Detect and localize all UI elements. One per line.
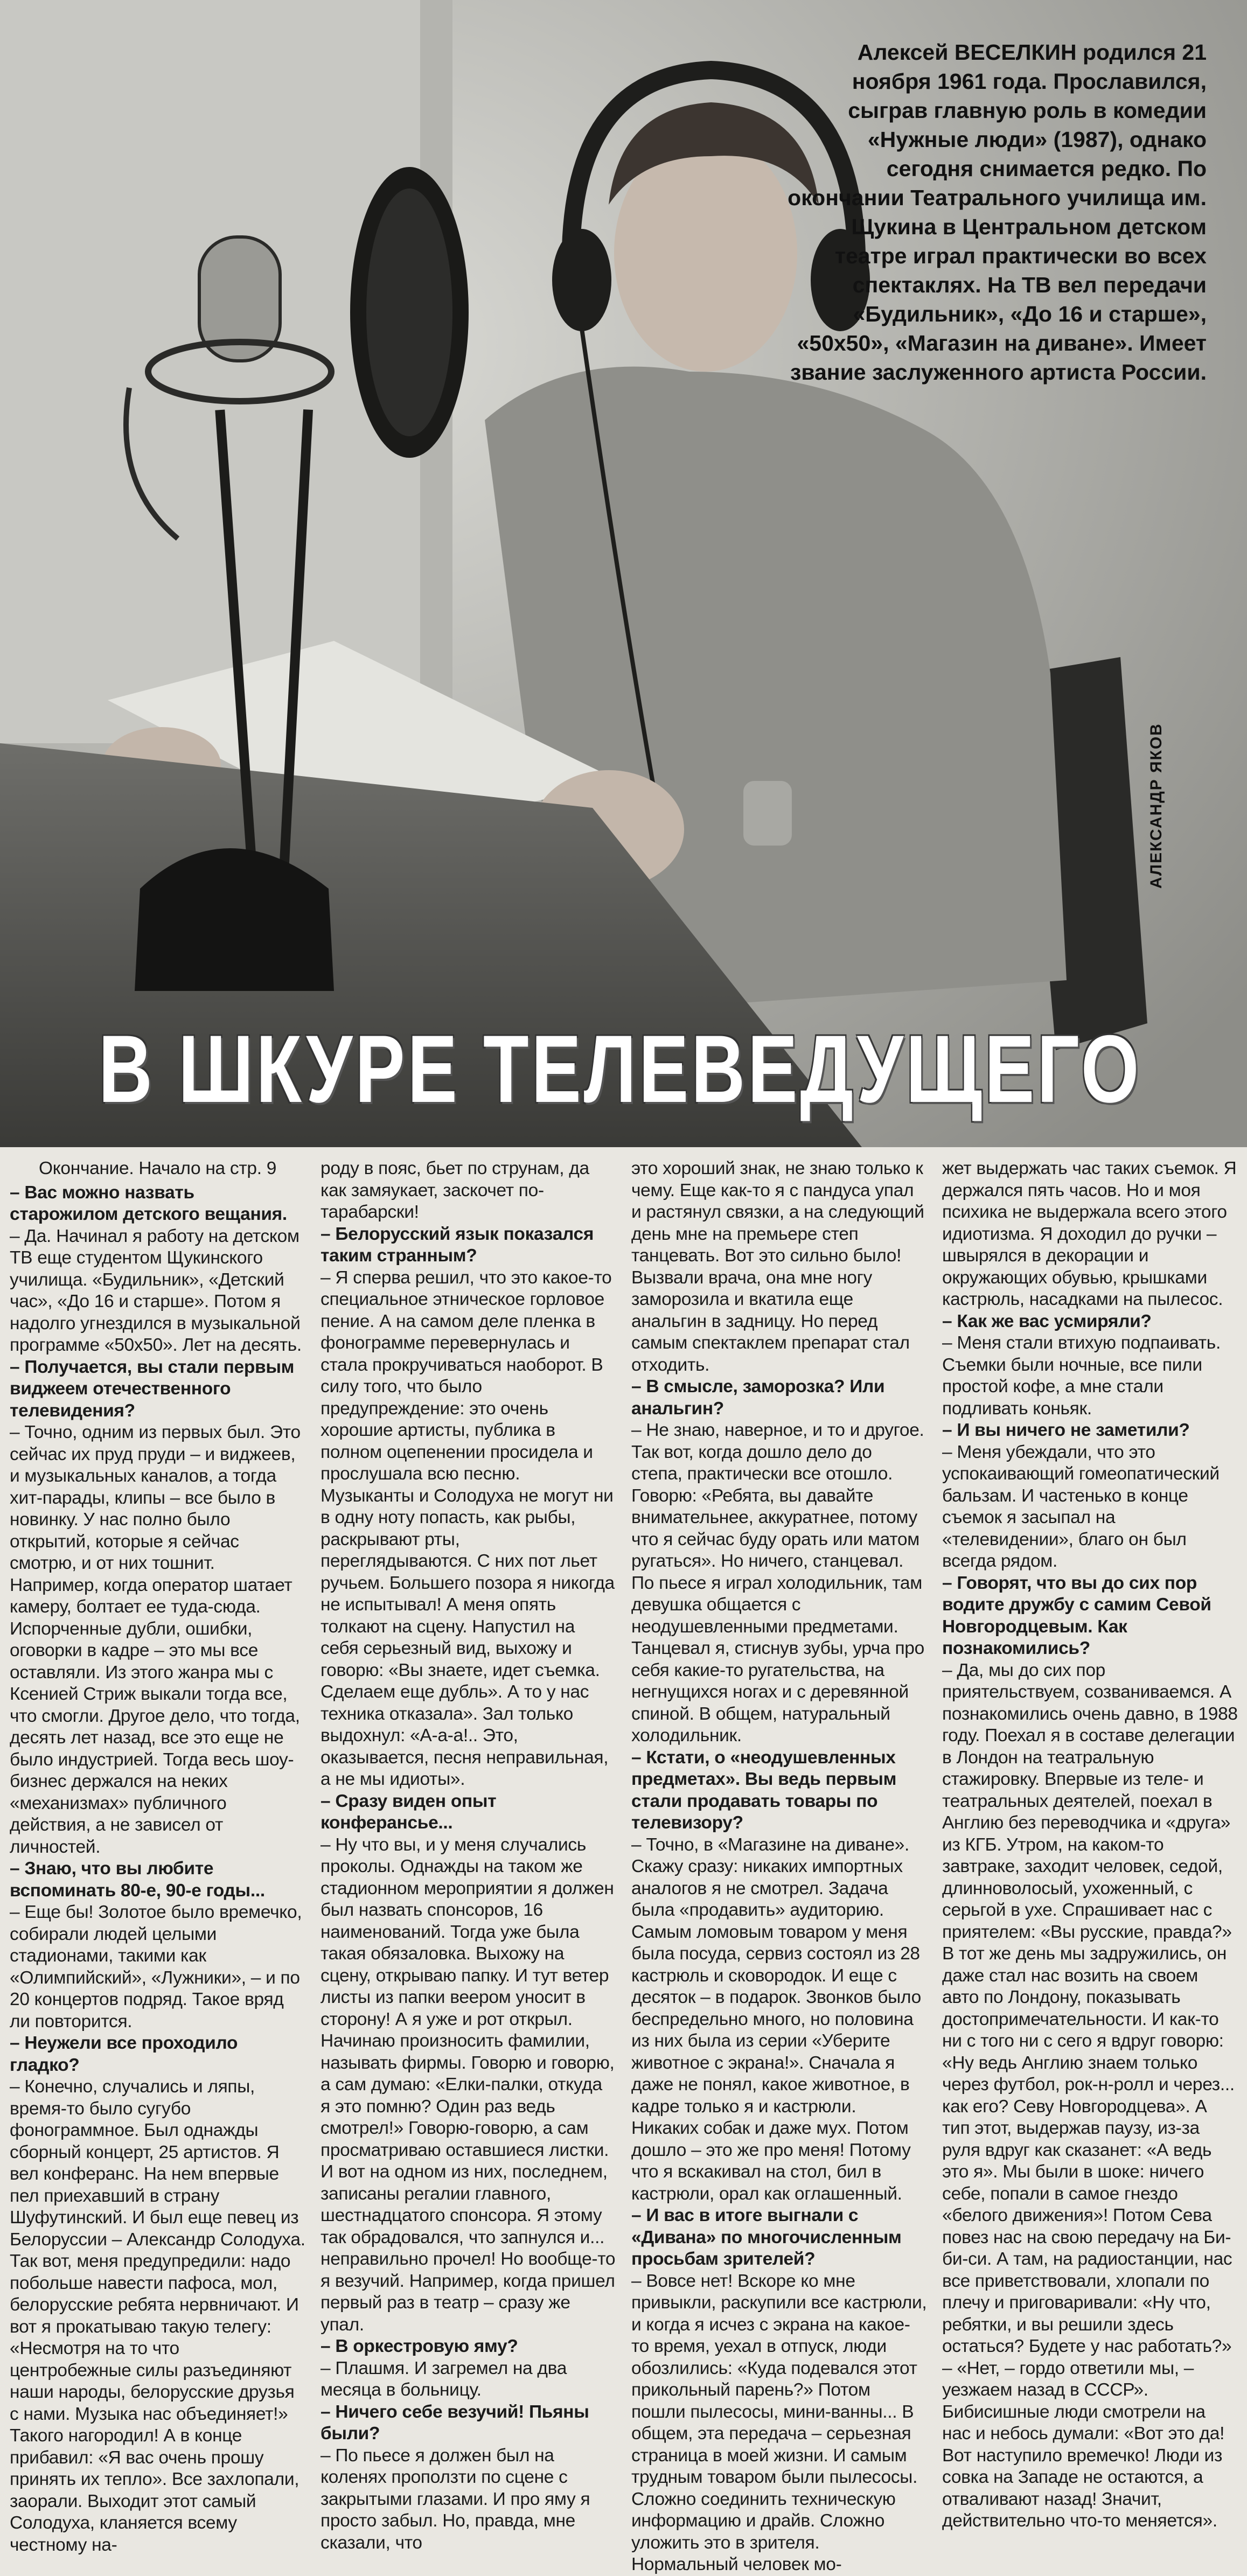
interview-answer: – Я сперва решил, что это какое-то специальное этническое горловое пение. А на самом деле пленка в фонограмме перевернулась и стала прокручиваться наоборот. В силу того, что было предупреждение: это очень хорошие артисты, публика в полном оцепенении просидела и прослушала всю песню. Музыканты и Солодуха не могут ни в одну ноту попасть, как рыбы, раскрывают рты, переглядываются. С них пот льет ручьем. Большего позора я никогда не испытывал! А меня опять толкают на сцену. Напустил на себя серьезный вид, выхожу и говорю: «Вы знаете, идет съемка. Сделаем еще дубль». А то у нас техника отказала». Зал только выдохнул: «А-а-а!.. Это, оказывается, песня неправильная, а не мы идиоты». bbox=[321, 1267, 615, 1789]
interview-answer: – Конечно, случались и ляпы, время-то было сугубо фонограммное. Был однажды сборный концерт, 25 артистов. Я вел конферанс. На нем впервые пел приехавший в страну Шуфутинский. И был еще певец из Белоруссии – Александр Солодуха. Так вот, меня предупредили: надо побольше навести пафоса, мол, белорусские ребята нервничают. И вот я прокатываю такую телегу: «Несмотря на то что центробежные силы разъединяют наши народы, белорусские друзья с нами. Музыка нас объединяет!» Такого нагородил! А в конце прибавил: «Я вас очень прошу принять их тепло». Все захлопали, заорали. Выходит этот самый Солодуха, кланяется всему честному на- bbox=[10, 2077, 305, 2555]
article-column-2 bbox=[321, 1158, 616, 2553]
article-column-3 bbox=[631, 1158, 927, 2574]
interview-answer: – Плашмя. И загремел на два месяца в больницу. bbox=[321, 2358, 567, 2400]
interview-answer: – Меня стали втихую подпаивать. Съемки были ночные, все пили простой кофе, а мне стали подливать коньяк. bbox=[942, 1333, 1221, 1419]
interview-question: – Как же вас усмиряли? bbox=[942, 1311, 1152, 1331]
interview-answer: – Да. Начинал я работу на детском ТВ еще студентом Щукинского училища. «Будильник», «Детский час», «До 16 и старше». Потом я надолго угнездился в музыкальной программе «50х50». Лет на десять. bbox=[10, 1226, 302, 1355]
interview-question: – Сразу виден опыт конферансье... bbox=[321, 1791, 497, 1833]
interview-question: – И вы ничего не заметили? bbox=[942, 1420, 1190, 1440]
photo-credit: АЛЕКСАНДР ЯКОВ bbox=[1147, 723, 1165, 889]
article-column-4 bbox=[942, 1158, 1238, 2531]
article-column-1 bbox=[10, 1158, 305, 2555]
interview-question: – Неужели все проходило гладко? bbox=[10, 2033, 238, 2075]
article-body bbox=[10, 1158, 1238, 2574]
interview-question: – В оркестровую яму? bbox=[321, 2336, 518, 2356]
interview-answer: – Да, мы до сих пор приятельствуем, созваниваемся. А познакомились очень давно, в 1988 году. Поехал я в составе делегации в Лондон на театральную стажировку. Впервые из теле- и театральных деятелей, поехал в Англию без переводчика и «друга» из КГБ. Утром, на каком-то завтраке, заходит человек, седой, длинноволосый, ухоженный, с серьгой в ухе. Спрашивает нас с приятелем: «Вы русские, правда?» В тот же день мы задружились, он даже стал нас возить на своем авто по Лондону, показывать достопримечательности. И как-то ни с того ни с сего я вдруг говорю: «Ну ведь Англию знаем только через футбол, рок-н-ролл и через... как его? Севу Новгородцева». А тип этот, выдержав паузу, из-за руля вдруг как сказанет: «А ведь это я». Мы были в шоке: ничего себе, попали в самое гнездо «белого движения»! Потом Сева повез нас на свою передачу на Би-би-си. А там, на радиостанции, нас все приветствовали, хлопали по плечу и приговаривали: «Ну что, ребятки, и вы решили здесь остаться? Будете у нас работать?» – «Нет, – гордо ответили мы, – уезжаем назад в СССР». Бибисишные люди смотрели на нас и небось думали: «Вот это да! Вот наступило времечко! Люди из совка на Западе не остаются, а отваливают назад! Значит, действительно что-то меняется». bbox=[942, 1660, 1238, 2531]
interview-answer: роду в пояс, бьет по струнам, да как замяукает, заскочет по-тарабарски! bbox=[321, 1158, 589, 1222]
interview-question: – Получается, вы стали первым виджеем отечественного телевидения? bbox=[10, 1357, 295, 1421]
interview-question: – Вас можно назвать старожилом детского вещания. bbox=[10, 1182, 287, 1224]
headline: В ШКУРЕ ТЕЛЕВЕДУЩЕГО bbox=[98, 1015, 1142, 1122]
interview-answer: – По пьесе я должен был на коленях проползти по сцене с закрытыми глазами. И про яму я просто забыл. Но, правда, мне сказали, что bbox=[321, 2445, 590, 2553]
bio-caption: Алексей ВЕСЕЛКИН родился 21 ноября 1961 года. Прославился, сыграв главную роль в комедии «Нужные люди» (1987), однако сегодня снимается редко. По окончании Театрального училища им. Щукина в Центральном детском театре играл практически во всех спектаклях. На ТВ вел передачи «Будильник», «До 16 и старше», «50х50», «Магазин на диване». Имеет звание заслуженного артиста России. bbox=[788, 40, 1207, 385]
interview-answer: – Еще бы! Золотое было времечко, собирали людей целыми стадионами, такими как «Олимпийский», «Лужники», – и по 20 концертов подряд. Такое вряд ли повторится. bbox=[10, 1902, 302, 2032]
interview-answer: – Точно, одним из первых был. Это сейчас их пруд пруди – и виджеев, и музыкальных каналов, а тогда хит-парады, клипы – все было в новинку. У нас полно было открытий, которые я сейчас смотрю, и от них тошнит. Например, когда оператор шатает камеру, болтает ее туда-сюда. Испорченные дубли, ошибки, оговорки в кадре – это мы все оставляли. Из этого жанра мы с Ксенией Стриж выкали тогда все, что смогли. Другое дело, что тогда, десять лет назад, все это еще не было индустрией. Тогда весь шоу-бизнес держался на неких «механизмах» публичного действия, а не зависел от личностей. bbox=[10, 1422, 301, 1857]
interview-answer: – Ну что вы, и у меня случались проколы. Однажды на таком же стадионном мероприятии я должен был назвать спонсоров, 16 наименований. Тогда уже была такая обязаловка. Выхожу на сцену, открываю папку. И тут ветер листы из папки веером уносит в сторону! А я уже и рот открыл. Начинаю произносить фамилии, называть фирмы. Говорю и говорю, а сам думаю: «Елки-палки, откуда я это помню? Один раз ведь смотрел!» Говорю-говорю, а сам просматриваю оставшиеся листки. И вот на одном из них, последнем, записаны регалии главного, шестнадцатого спонсора. Я этому так обрадовался, что запнулся и... неправильно прочел! Но вообще-то я везучий. Например, когда пришел первый раз в театр – сразу же упал. bbox=[321, 1834, 616, 2335]
interview-answer: это хороший знак, не знаю только к чему. Еще как-то я с пандуса упал и растянул связки, а на следующий день мне на премьере степ танцевать. Вот это сильно было! Вызвали врача, она мне ногу заморозила и вкатила еще анальгин в задницу. Но перед самым спектаклем препарат стал отходить. bbox=[631, 1158, 924, 1375]
interview-question: – Ничего себе везучий! Пьяны были? bbox=[321, 2402, 589, 2444]
interview-answer: – Меня убеждали, что это успокаивающий гомеопатический бальзам. И частенько в конце съемок я засыпал на «телевидении», благо он был всегда рядом. bbox=[942, 1442, 1220, 1571]
article-photo bbox=[0, 0, 1247, 1147]
interview-question: – Знаю, что вы любите вспоминать 80-е, 90-е годы... bbox=[10, 1859, 265, 1901]
interview-question: – Говорят, что вы до сих пор водите дружбу с самим Севой Новгородцевым. Как познакомились? bbox=[942, 1573, 1211, 1658]
interview-question: – Белорусский язык показался таким странным? bbox=[321, 1224, 594, 1266]
interview-answer: – Вовсе нет! Вскоре ко мне привыкли, раскупили все кастрюли, и когда я исчез с экрана на какое-то время, уехал в отпуск, люди обозлились: «Куда подевался этот прикольный парень?» Потом пошли пылесосы, мини-ванны... В общем, эта передача – серьезная страница в моей жизни. И самым трудным товаром были пылесосы. Сложно соединить техническую информацию и драйв. Сложно уложить это в зрителя. Нормальный человек мо- bbox=[631, 2271, 927, 2574]
interview-question: – Кстати, о «неодушевленных предметах». Вы ведь первым стали продавать товары по телевизору? bbox=[631, 1747, 897, 1833]
interview-answer: – Точно, в «Магазине на диване». Скажу сразу: никаких импортных аналогов я не смотрел. Задача была «продавить» аудиторию. Самым ломовым товаром у меня была посуда, сервиз состоял из 28 кастрюль и сковородок. И еще с десяток – в подарок. Звонков было беспредельно много, но половина из них была из серии «Уберите животное с экрана!». Сначала я даже не понял, какое животное, в кадре только я и кастрюли. Никаких собак и даже мух. Потом дошло – это же про меня! Потому что я вскакивал на стол, бил в кастрюли, орал как оглашенный. bbox=[631, 1834, 921, 2204]
interview-answer: – Не знаю, наверное, и то и другое. Так вот, когда дошло дело до степа, практически все отошло. Говорю: «Ребята, вы давайте внимательнее, аккуратнее, потому что я сейчас буду орать или матом ругаться». Но ничего, станцевал. По пьесе я играл холодильник, там девушка общается с неодушевленными предметами. Танцевал я, стиснув зубы, урча про себя какие-то ругательства, на негнущихся ногах и с деревянной спиной. В общем, натуральный холодильник. bbox=[631, 1420, 924, 1746]
interview-answer: жет выдержать час таких съемок. Я держался пять часов. Но и моя психика не выдержала всего этого идиотизма. Я доходил до ручки – швырялся в декорации и окружающих обувью, крышками кастрюль, насадками на пылесос. bbox=[942, 1158, 1237, 1309]
interview-question: – В смысле, заморозка? Или анальгин? bbox=[631, 1377, 885, 1419]
interview-question: – И вас в итоге выгнали с «Дивана» по многочисленным просьбам зрителей? bbox=[631, 2205, 902, 2269]
continuation-note: Окончание. Начало на стр. 9 bbox=[38, 1158, 277, 1178]
